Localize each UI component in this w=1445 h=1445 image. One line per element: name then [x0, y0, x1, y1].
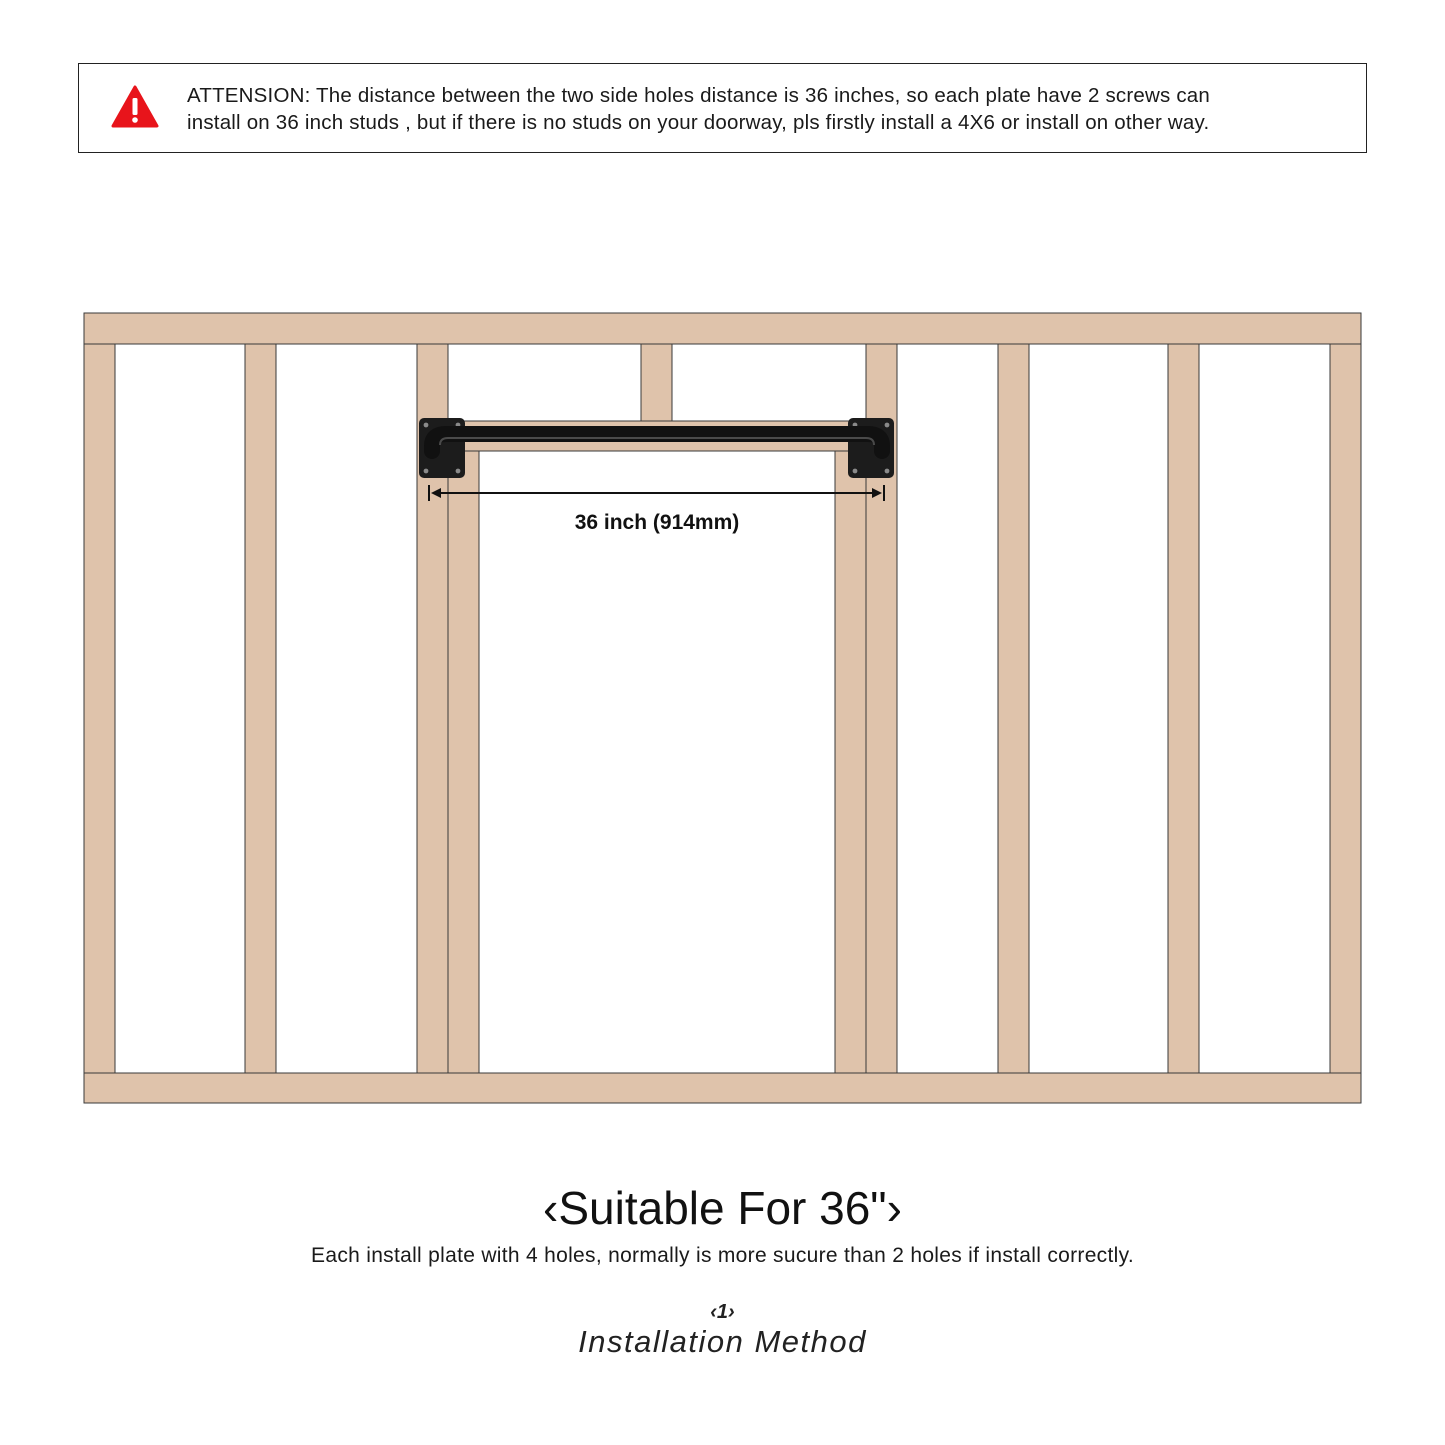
stud: [998, 344, 1029, 1073]
attention-line-2: install on 36 inch studs , but if there is no studs on your doorway, pls firstly install a 4X6 or install on other way.: [187, 111, 1210, 134]
stud: [1168, 344, 1199, 1073]
measurement-label: 36 inch (914mm): [574, 511, 740, 534]
stud: [1330, 344, 1361, 1073]
bottom-plate: [84, 1073, 1361, 1103]
top-plate: [84, 313, 1361, 344]
attention-line-1: ATTENSION: The distance between the two side holes distance is 36 inches, so each plate have 2 screws can: [187, 84, 1210, 107]
stud: [245, 344, 276, 1073]
step-title: Installation Method: [578, 1324, 867, 1359]
cripple-stud: [641, 344, 672, 421]
jack-stud-right: [835, 451, 866, 1073]
stud: [84, 344, 115, 1073]
jack-stud-left: [448, 451, 479, 1073]
step-number: ‹1›: [710, 1301, 735, 1323]
subheading: Each install plate with 4 holes, normally is more sucure than 2 holes if install correctly.: [311, 1244, 1134, 1267]
heading: ‹Suitable For 36"›: [543, 1182, 902, 1234]
measurement-dimension: [429, 485, 884, 501]
